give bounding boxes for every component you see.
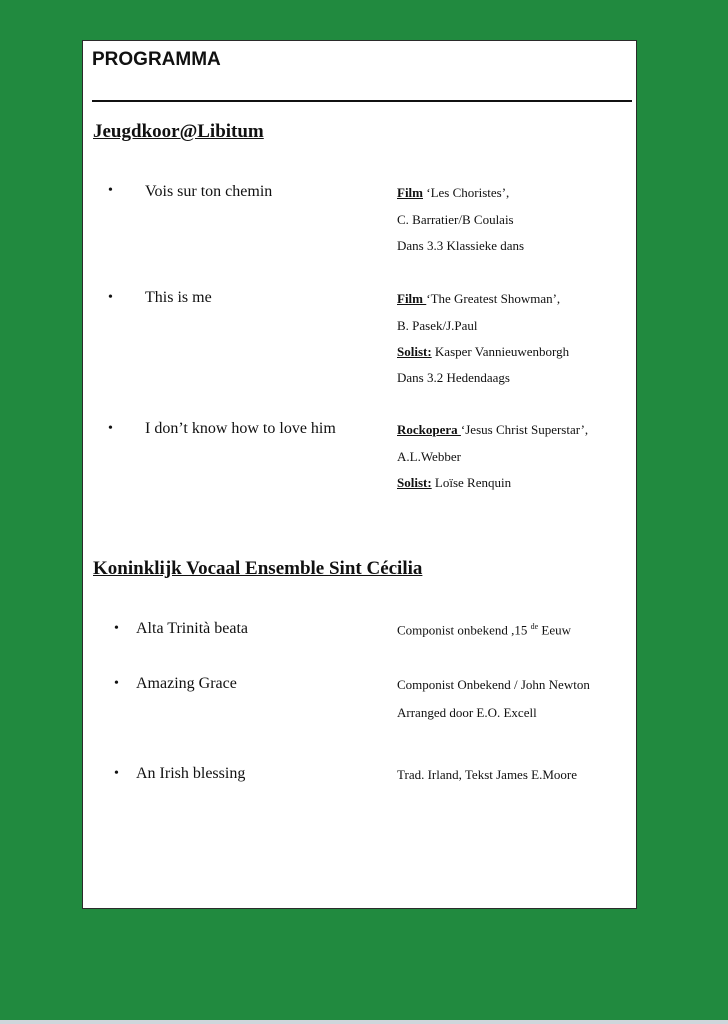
bullet-icon: •	[114, 676, 119, 691]
document-page	[82, 40, 637, 909]
item-title: I don’t know how to love him	[145, 420, 336, 437]
detail-label: Film	[397, 185, 423, 200]
item-detail	[397, 422, 588, 438]
item-detail: Trad. Irland, Tekst James E.Moore	[397, 767, 577, 782]
bullet-icon: •	[114, 621, 119, 636]
detail-text: ‘The Greatest Showman’,	[426, 291, 561, 306]
item-detail	[397, 344, 569, 360]
item-detail: C. Barratier/B Coulais	[397, 212, 514, 227]
item-detail	[397, 475, 511, 491]
bullet-icon: •	[114, 766, 119, 781]
bullet-icon: •	[108, 290, 113, 305]
item-detail: Arranged door E.O. Excell	[397, 705, 537, 720]
item-detail	[397, 185, 509, 201]
detail-label: Film	[397, 291, 427, 306]
item-title: An Irish blessing	[136, 765, 246, 782]
item-title: This is me	[145, 289, 212, 306]
detail-superscript: de	[530, 622, 539, 631]
item-detail: Dans 3.3 Klassieke dans	[397, 238, 525, 253]
detail-text: Componist onbekend ,15	[397, 622, 531, 638]
bottom-edge	[0, 1020, 728, 1024]
item-detail: B. Pasek/J.Paul	[397, 318, 478, 333]
item-detail	[397, 622, 571, 638]
item-detail: Dans 3.2 Hedendaags	[397, 370, 510, 385]
detail-text: Kasper Vannieuwenborgh	[431, 344, 570, 359]
item-detail: A.L.Webber	[397, 449, 461, 464]
bullet-icon: •	[108, 183, 113, 198]
bullet-icon: •	[108, 421, 113, 436]
detail-label: Solist:	[397, 344, 432, 359]
heading-divider	[92, 100, 632, 102]
item-title: Vois sur ton chemin	[145, 183, 273, 200]
page-heading: PROGRAMMA	[92, 49, 221, 70]
detail-label: Solist:	[397, 475, 432, 490]
detail-text: Loïse Renquin	[431, 475, 512, 490]
section-title-jeugdkoor: Jeugdkoor@Libitum	[93, 121, 264, 142]
item-title: Alta Trinità beata	[136, 620, 248, 637]
detail-suffix: Eeuw	[538, 622, 572, 638]
detail-text: ‘Jesus Christ Superstar’,	[460, 422, 589, 437]
item-title: Amazing Grace	[136, 675, 237, 692]
item-detail: Componist Onbekend / John Newton	[397, 677, 590, 692]
item-detail	[397, 291, 560, 307]
detail-text: ‘Les Choristes’,	[423, 185, 510, 200]
detail-label: Rockopera	[397, 422, 461, 437]
section-title-sint-cecilia: Koninklijk Vocaal Ensemble Sint Cécilia	[93, 558, 423, 579]
